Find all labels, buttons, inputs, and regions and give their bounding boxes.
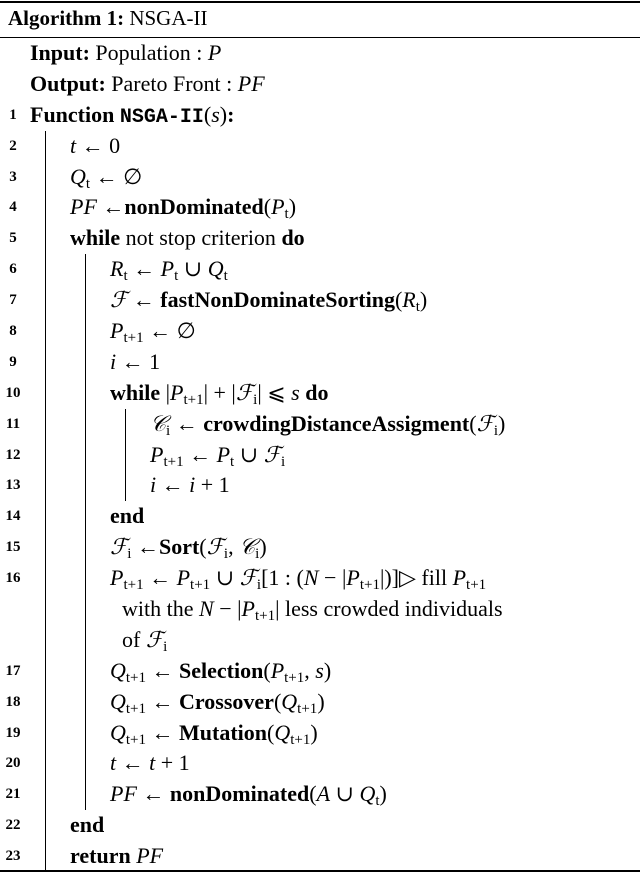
- keyword: Crossover: [179, 688, 274, 714]
- block-indent-bar: [85, 563, 86, 594]
- math-symbol: Q: [281, 688, 298, 714]
- line-text: [110, 501, 144, 532]
- subscript: t+1: [125, 700, 147, 717]
- subscript: t+1: [125, 669, 147, 686]
- text: ): [323, 657, 332, 683]
- text: (: [199, 534, 207, 560]
- text: (: [203, 101, 212, 127]
- algorithm-line: [0, 748, 640, 779]
- subscript: t+1: [254, 608, 276, 625]
- text: ): [259, 534, 267, 560]
- text: ←: [146, 657, 180, 683]
- block-indent-bar: [45, 285, 46, 316]
- block-indent-bar: [45, 347, 46, 378]
- math-symbol: A: [316, 781, 331, 807]
- subscript: t: [415, 299, 420, 316]
- math-symbol: t: [70, 132, 77, 158]
- text: − |: [213, 596, 242, 622]
- block-indent-bar: [85, 687, 86, 718]
- math-symbol: R: [110, 256, 124, 282]
- text: ←: [146, 688, 180, 714]
- block-indent-bar: [85, 440, 86, 471]
- math-symbol: ℱ: [206, 534, 224, 560]
- block-indent-bar: [45, 470, 46, 501]
- subscript: i: [256, 577, 262, 594]
- text: ←: [170, 410, 204, 436]
- block-indent-bar: [85, 779, 86, 810]
- text: ): [219, 101, 228, 127]
- text: not stop criterion: [120, 225, 282, 251]
- line-text: [70, 223, 305, 254]
- line-text: [110, 316, 196, 347]
- text: ←: [183, 441, 217, 467]
- block-indent-bar: [45, 501, 46, 532]
- text: ←: [96, 194, 125, 220]
- line-number: 16: [5, 570, 21, 587]
- algorithm-line: [0, 38, 640, 69]
- line-text: [110, 718, 318, 749]
- line-text: [150, 470, 230, 501]
- math-symbol: s: [211, 101, 220, 127]
- keyword: end: [110, 503, 145, 529]
- math-symbol: P: [270, 657, 285, 683]
- algorithm-line: [0, 131, 640, 162]
- text: ←: [143, 565, 177, 591]
- line-number: 12: [5, 446, 21, 463]
- text: ): [310, 719, 318, 745]
- keyword: end: [70, 812, 105, 838]
- algorithm-line: [0, 687, 640, 718]
- keyword: Function: [30, 101, 120, 127]
- block-indent-bar: [125, 409, 126, 440]
- block-indent-bar: [45, 316, 46, 347]
- block-indent-bar: [85, 501, 86, 532]
- block-indent-bar: [85, 378, 86, 409]
- text: ← 1: [116, 348, 161, 374]
- block-indent-bar: [85, 625, 86, 656]
- algorithm-line: [0, 718, 640, 749]
- algorithm-line: [0, 810, 640, 841]
- line-text: [70, 810, 104, 841]
- function-name: NSGA-II: [119, 105, 204, 129]
- keyword: Mutation: [179, 719, 268, 745]
- block-indent-bar: [45, 563, 46, 594]
- math-symbol: Q: [207, 256, 224, 282]
- algorithm-line: [0, 656, 640, 687]
- math-symbol: P: [110, 318, 124, 344]
- subscript: t: [123, 268, 128, 285]
- text: with the: [122, 596, 199, 622]
- line-number: 11: [5, 415, 21, 432]
- line-text: [150, 409, 505, 440]
- line-text: [110, 748, 190, 779]
- math-symbol: Q: [359, 781, 376, 807]
- keyword: Output:: [30, 70, 112, 96]
- block-indent-bar: [45, 687, 46, 718]
- subscript: t+1: [359, 577, 380, 594]
- text: ): [419, 287, 428, 313]
- line-text: [110, 347, 160, 378]
- algorithm-name: NSGA-II: [129, 6, 208, 30]
- subscript: t+1: [123, 330, 144, 347]
- algorithm-line: [0, 440, 640, 471]
- text: ∪: [234, 441, 264, 467]
- math-symbol: Q: [110, 688, 126, 714]
- text: | less crowded individuals: [275, 596, 503, 622]
- block-indent-bar: [85, 748, 86, 779]
- text: (: [263, 194, 272, 220]
- text: ←: [156, 472, 190, 498]
- text: ← 0: [76, 132, 121, 158]
- math-symbol: Q: [274, 719, 291, 745]
- text: ,: [304, 657, 316, 683]
- text: ): [317, 688, 325, 714]
- math-symbol: P: [452, 565, 467, 591]
- block-indent-bar: [85, 532, 86, 563]
- line-text: [110, 656, 331, 687]
- block-indent-bar: [85, 656, 86, 687]
- math-symbol: P: [216, 441, 231, 467]
- line-text: [110, 779, 387, 810]
- block-indent-bar: [45, 162, 46, 193]
- math-symbol: Q: [110, 657, 126, 683]
- line-number: 13: [5, 477, 21, 494]
- line-number: 18: [5, 693, 21, 710]
- math-symbol: ℱ: [110, 534, 128, 560]
- math-symbol: ℱ: [239, 565, 257, 591]
- block-indent-bar: [85, 254, 86, 285]
- block-indent-bar: [45, 409, 46, 440]
- line-number: 6: [9, 261, 17, 278]
- math-symbol: PF: [110, 781, 137, 807]
- math-symbol: s: [315, 657, 324, 683]
- text: ∪: [330, 781, 360, 807]
- algorithm-line: [0, 563, 640, 594]
- line-number: 8: [9, 323, 17, 340]
- math-symbol: s: [291, 379, 300, 405]
- line-text: [122, 594, 503, 625]
- line-text: [30, 100, 234, 134]
- keyword: while: [110, 379, 161, 405]
- subscript: t: [284, 206, 289, 223]
- subscript: t+1: [163, 453, 184, 470]
- block-indent-bar: [45, 378, 46, 409]
- line-number: 3: [9, 168, 17, 185]
- block-indent-bar: [45, 594, 46, 625]
- text: ): [379, 781, 387, 807]
- math-symbol: 𝒞: [150, 410, 167, 436]
- block-indent-bar: [85, 285, 86, 316]
- line-text: [30, 69, 265, 100]
- math-symbol: P: [176, 565, 191, 591]
- text: Pareto Front :: [111, 70, 238, 96]
- line-number: 1: [9, 106, 17, 123]
- subscript: t: [375, 793, 380, 810]
- algorithm-line: [0, 625, 640, 656]
- block-indent-bar: [85, 316, 86, 347]
- line-text: [110, 563, 486, 594]
- math-symbol: P: [241, 596, 255, 622]
- math-symbol: 𝒞: [239, 534, 256, 560]
- math-symbol: i: [150, 472, 157, 498]
- keyword: while: [70, 225, 121, 251]
- math-symbol: N: [303, 565, 319, 591]
- keyword: Selection: [179, 657, 264, 683]
- line-text: [70, 841, 163, 872]
- line-text: [110, 532, 267, 563]
- algorithm-line: [0, 316, 640, 347]
- algorithm-line: [0, 254, 640, 285]
- line-number: 4: [9, 199, 17, 216]
- subscript: i: [166, 422, 171, 439]
- block-indent-bar: [45, 223, 46, 254]
- line-text: [70, 192, 296, 223]
- block-indent-bar: [85, 594, 86, 625]
- math-symbol: PF: [70, 194, 97, 220]
- block-indent-bar: [125, 470, 126, 501]
- text: ← ∅: [143, 318, 196, 344]
- algorithm-line: [0, 285, 640, 316]
- line-number: 7: [9, 292, 17, 309]
- text: Population :: [95, 40, 208, 65]
- math-symbol: P: [150, 441, 164, 467]
- math-symbol: ℱ: [235, 379, 254, 405]
- keyword: do: [281, 225, 305, 251]
- text: of: [122, 626, 146, 652]
- algorithm-line: [0, 347, 640, 378]
- keyword: :: [227, 101, 235, 127]
- line-text: [110, 687, 325, 718]
- text: (: [273, 688, 282, 714]
- subscript: t+1: [290, 731, 311, 748]
- line-text: [110, 254, 228, 285]
- algorithm-line: [0, 594, 640, 625]
- subscript: i: [223, 546, 229, 563]
- subscript: t: [223, 268, 228, 285]
- line-text: [70, 162, 142, 193]
- text: (: [267, 719, 275, 745]
- keyword: crowdingDistanceAssigment: [203, 410, 470, 436]
- math-symbol: ℱ: [476, 410, 494, 436]
- subscript: i: [253, 391, 258, 408]
- text: ∪: [210, 565, 240, 591]
- text: (: [394, 287, 403, 313]
- text: ): [288, 194, 297, 220]
- math-symbol: Q: [70, 163, 86, 189]
- block-indent-bar: [45, 810, 46, 841]
- text: (: [263, 657, 271, 683]
- algorithm-line: [0, 223, 640, 254]
- block-indent-bar: [45, 254, 46, 285]
- line-number: 9: [9, 353, 17, 370]
- algorithm-line: [0, 501, 640, 532]
- math-symbol: ℱ: [110, 287, 128, 313]
- algorithm-line: [0, 470, 640, 501]
- text: + 1: [155, 750, 190, 776]
- text: [1 : (: [261, 565, 304, 591]
- algorithm-line: [0, 779, 640, 810]
- subscript: t+1: [183, 391, 204, 408]
- block-indent-bar: [45, 748, 46, 779]
- algorithm-caption: [8, 6, 207, 31]
- algorithm-body: [0, 38, 640, 872]
- line-number: 20: [5, 755, 21, 772]
- math-symbol: i: [189, 472, 196, 498]
- algorithm-line: [0, 378, 640, 409]
- keyword: nonDominated: [124, 194, 264, 220]
- subscript: t: [174, 268, 179, 285]
- block-indent-bar: [125, 440, 126, 471]
- block-indent-bar: [45, 625, 46, 656]
- block-indent-bar: [45, 656, 46, 687]
- line-text: [110, 285, 427, 316]
- subscript: t: [230, 453, 235, 470]
- line-text: [110, 378, 328, 409]
- line-number: 5: [9, 230, 17, 247]
- line-number: 15: [5, 539, 21, 556]
- math-symbol: R: [402, 287, 416, 313]
- text: ←: [146, 719, 180, 745]
- text: (: [469, 410, 477, 436]
- keyword: do: [299, 379, 329, 405]
- math-symbol: P: [110, 565, 124, 591]
- text: ←: [127, 287, 161, 313]
- block-indent-bar: [45, 131, 46, 162]
- algorithm-line: [0, 192, 640, 223]
- subscript: t+1: [123, 577, 144, 594]
- math-symbol: P: [170, 379, 184, 405]
- math-symbol: t: [110, 750, 117, 776]
- math-symbol: i: [110, 348, 117, 374]
- text: ∪: [178, 256, 208, 282]
- block-indent-bar: [45, 779, 46, 810]
- math-symbol: t: [149, 750, 156, 776]
- text: |: [160, 379, 171, 405]
- keyword: Sort: [158, 534, 200, 560]
- text: − |: [318, 565, 347, 591]
- text: (: [309, 781, 317, 807]
- line-number: 14: [5, 508, 21, 525]
- line-text: [122, 625, 167, 656]
- math-symbol: ℱ: [145, 626, 164, 652]
- block-indent-bar: [45, 841, 46, 872]
- line-number: 2: [9, 137, 17, 154]
- algorithm-line: [0, 532, 640, 563]
- block-indent-bar: [85, 409, 86, 440]
- math-symbol: ℱ: [263, 441, 281, 467]
- line-number: 21: [5, 786, 21, 803]
- block-indent-bar: [45, 192, 46, 223]
- text: + 1: [195, 472, 230, 498]
- top-rule: [0, 1, 640, 3]
- keyword: fastNonDominateSorting: [160, 287, 395, 313]
- keyword: Input:: [30, 40, 96, 65]
- subscript: i: [493, 422, 499, 439]
- text: ←: [131, 534, 159, 560]
- block-indent-bar: [85, 718, 86, 749]
- subscript: t+1: [284, 669, 305, 686]
- algorithm-line: [0, 69, 640, 100]
- math-symbol: N: [199, 596, 214, 622]
- algorithm-line: [0, 162, 640, 193]
- subscript: i: [280, 453, 286, 470]
- math-symbol: P: [160, 256, 175, 282]
- subscript: i: [163, 638, 168, 655]
- algorithm-line: [0, 841, 640, 872]
- line-text: [150, 440, 285, 471]
- subscript: t+1: [125, 731, 147, 748]
- subscript: i: [127, 546, 132, 563]
- text: ←: [136, 781, 170, 807]
- text: ,: [228, 534, 240, 560]
- line-number: 23: [5, 848, 21, 865]
- math-symbol: PF: [237, 70, 265, 96]
- line-number: 19: [5, 724, 21, 741]
- math-symbol: Q: [110, 719, 126, 745]
- text: ←: [116, 750, 150, 776]
- block-indent-bar: [45, 440, 46, 471]
- subscript: t: [85, 175, 91, 192]
- text: | + |: [203, 379, 236, 405]
- text: ← ∅: [90, 163, 143, 189]
- text: | ⩽: [257, 379, 292, 405]
- algorithm-line: [0, 409, 640, 440]
- line-number: 22: [5, 817, 21, 834]
- math-symbol: P: [207, 40, 222, 65]
- math-symbol: P: [346, 565, 360, 591]
- block-indent-bar: [45, 718, 46, 749]
- line-number: 17: [5, 662, 21, 679]
- line-number: 10: [5, 384, 21, 401]
- algorithm-line: [0, 100, 640, 131]
- text: |)]▷ fill: [379, 565, 453, 591]
- subscript: i: [255, 546, 260, 563]
- line-text: [30, 38, 221, 69]
- block-indent-bar: [45, 532, 46, 563]
- math-symbol: PF: [136, 843, 164, 869]
- block-indent-bar: [85, 470, 86, 501]
- math-symbol: P: [271, 194, 285, 220]
- keyword: return: [70, 843, 137, 869]
- keyword: nonDominated: [169, 781, 310, 807]
- algorithm-label: Algorithm 1:: [8, 6, 125, 30]
- bottom-rule: [0, 870, 640, 872]
- subscript: t+1: [466, 577, 487, 594]
- subscript: t+1: [297, 700, 318, 717]
- subscript: t+1: [190, 577, 211, 594]
- line-text: [70, 131, 120, 162]
- text: ): [498, 410, 506, 436]
- text: ←: [127, 256, 161, 282]
- block-indent-bar: [85, 347, 86, 378]
